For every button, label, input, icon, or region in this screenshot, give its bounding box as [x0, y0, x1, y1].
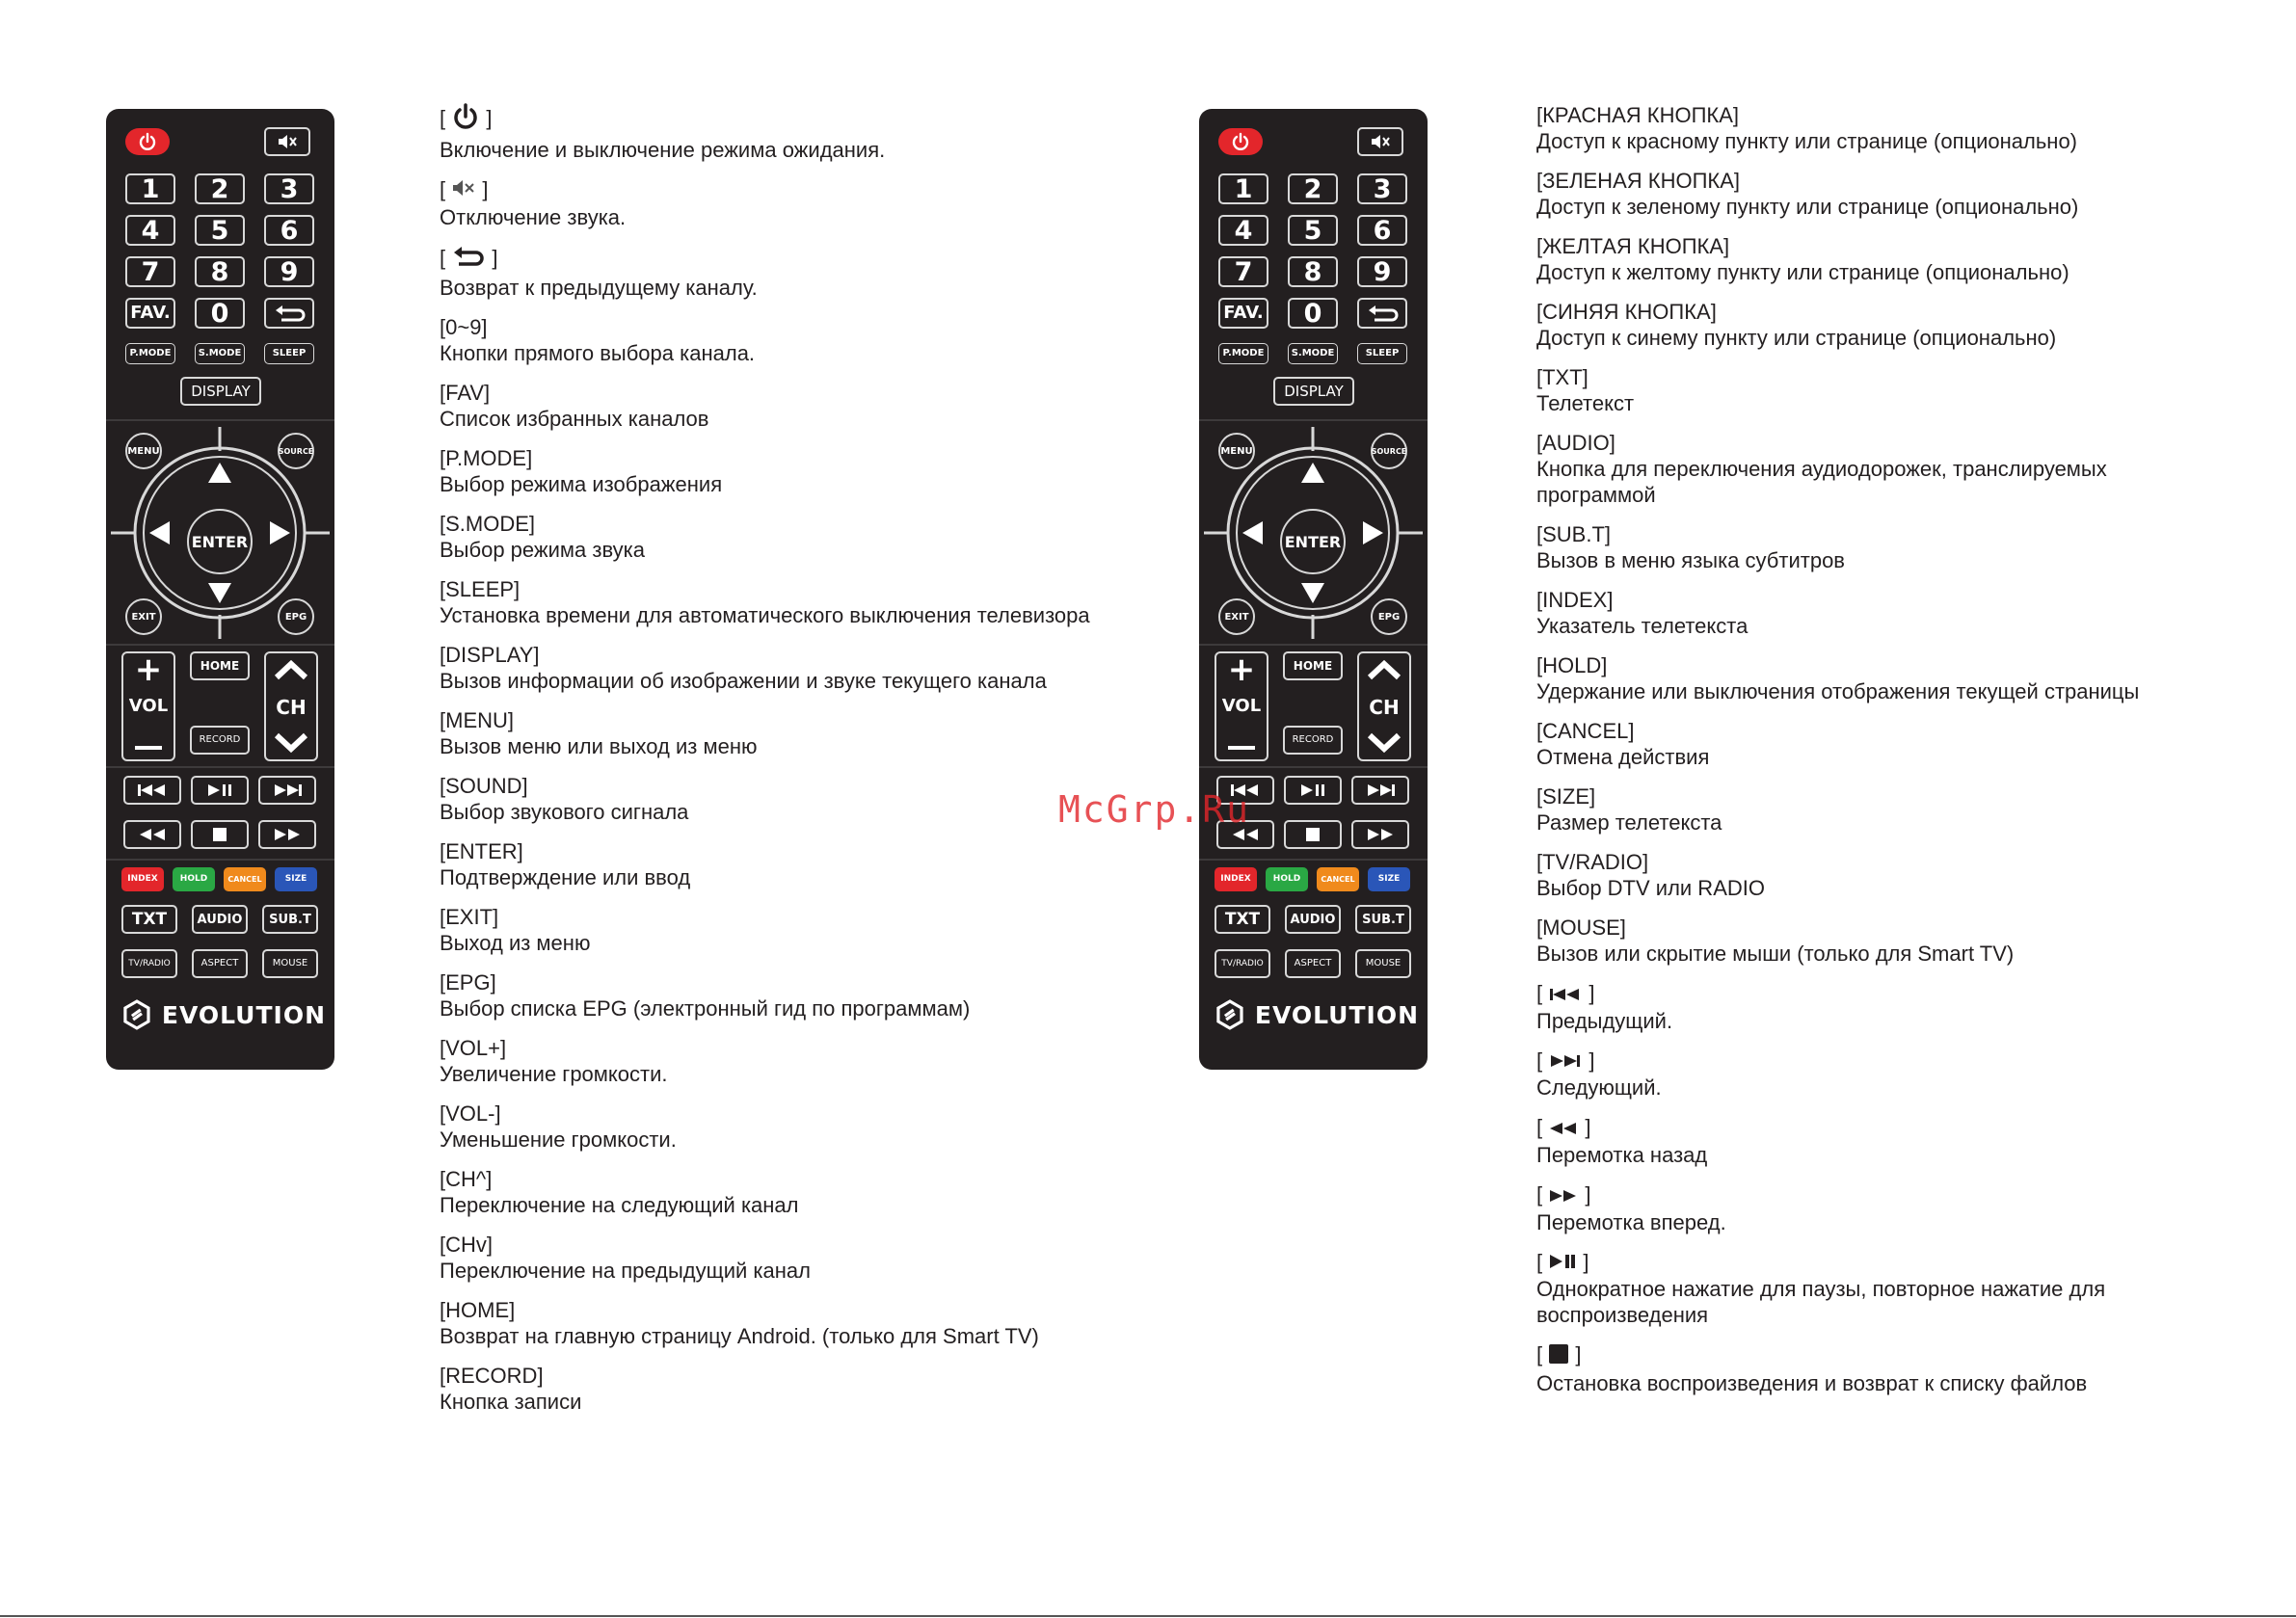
description-item [440, 1035, 1105, 1087]
key-description: Вызов или скрытие мыши (только для Smart TV) [1536, 942, 2015, 966]
key-label: [INDEX] [1536, 588, 1614, 612]
description-item [1536, 430, 2230, 508]
key-label: [ ] [440, 176, 1105, 204]
description-item [440, 642, 1105, 694]
description-item [440, 176, 1105, 230]
digit-3-button[interactable]: 3 [264, 173, 314, 204]
key-description: Вызов информации об изображении и звуке текущего канала [440, 669, 1047, 694]
fav-button[interactable]: FAV. [1218, 298, 1268, 329]
key-label: [ ] [1536, 980, 2230, 1008]
left-descriptions [440, 102, 1105, 1428]
description-item [1536, 299, 2230, 351]
description-item [1536, 587, 2230, 639]
description-item [440, 904, 1105, 956]
key-description: Кнопка для переключения аудиодорожек, транслируемых программой [1536, 457, 2107, 507]
description-item [1536, 1249, 2230, 1329]
mute-button[interactable] [264, 127, 310, 156]
source-button[interactable]: SOURCE [278, 433, 314, 469]
description-item [1536, 783, 2230, 836]
epg-button[interactable]: EPG [1371, 598, 1407, 635]
bottom-rule [0, 1615, 2296, 1617]
mute-button[interactable] [1357, 127, 1403, 156]
ch-up-icon [1367, 659, 1402, 680]
previous-icon [136, 783, 169, 797]
key-label: [VOL+] [440, 1036, 507, 1061]
fast-forward-icon [273, 828, 302, 841]
evolution-logo-icon [1216, 992, 1243, 1038]
ch-rocker[interactable] [264, 651, 318, 761]
key-description: Список избранных каналов [440, 407, 709, 432]
brand-name: EVOLUTION [1254, 1000, 1419, 1029]
key-description: Подтверждение или ввод [440, 865, 691, 890]
audio-button[interactable]: AUDIO [192, 905, 248, 934]
right-arrow-icon [270, 521, 290, 544]
key-description: Вызов меню или выход из меню [440, 734, 758, 759]
digit-7-button[interactable]: 7 [1218, 256, 1268, 287]
digit-4-button[interactable]: 4 [125, 215, 175, 246]
key-label: [HOLD] [1536, 653, 1608, 677]
key-description: Переключение на следующий канал [440, 1193, 799, 1218]
digit-0-button[interactable]: 0 [1288, 298, 1338, 329]
key-description: Уменьшение громкости. [440, 1127, 677, 1153]
key-label: [ЗЕЛЕНАЯ КНОПКА] [1536, 169, 1740, 193]
digit-3-button[interactable]: 3 [1357, 173, 1407, 204]
key-description: Доступ к зеленому пункту или странице (опционально) [1536, 195, 2079, 219]
stop-button[interactable] [191, 820, 249, 849]
key-label: [ ] [440, 244, 1105, 275]
key-description: Следующий. [1536, 1075, 1662, 1101]
enter-button[interactable]: ENTER [1280, 509, 1346, 574]
key-label: [HOME] [440, 1298, 516, 1323]
key-label: [VOL-] [440, 1101, 501, 1127]
key-description: Выбор режима изображения [440, 472, 723, 497]
ch-rocker[interactable] [1357, 651, 1411, 761]
vol-label: VOL [128, 696, 169, 716]
description-item [440, 1363, 1105, 1415]
rewind-button[interactable] [123, 820, 181, 849]
key-label: [TXT] [1536, 365, 1589, 389]
play-pause-button[interactable] [191, 776, 249, 805]
description-item [440, 1166, 1105, 1218]
subt-button[interactable]: SUB.T [262, 905, 318, 934]
key-label: [ ] [1536, 1249, 2230, 1277]
description-item [440, 1101, 1105, 1153]
description-item [1536, 915, 2230, 967]
digit-8-button[interactable]: 8 [195, 256, 245, 287]
play-pause-button[interactable] [1284, 776, 1342, 805]
key-label: [СИНЯЯ КНОПКА] [1536, 300, 1717, 324]
up-arrow-icon [208, 463, 231, 483]
key-description: Остановка воспроизведения и возврат к списку файлов [1536, 1370, 2088, 1395]
digit-8-button[interactable]: 8 [1288, 256, 1338, 287]
description-item [1536, 1048, 2230, 1101]
digit-9-button[interactable]: 9 [1357, 256, 1407, 287]
description-item [1536, 364, 2230, 416]
brand-name: EVOLUTION [161, 1000, 326, 1029]
key-description: Отключение звука. [440, 205, 627, 230]
description-item [1536, 1114, 2230, 1168]
key-description: Кнопка записи [440, 1390, 582, 1415]
record-button[interactable]: RECORD [1283, 726, 1343, 755]
recall-button[interactable] [264, 298, 314, 329]
digit-9-button[interactable]: 9 [264, 256, 314, 287]
size-button[interactable]: SIZE [1368, 867, 1410, 891]
key-label: [SUB.T] [1536, 522, 1612, 546]
description-item [1536, 521, 2230, 573]
key-description: Выбор режима звука [440, 538, 646, 563]
evolution-logo-icon [123, 992, 150, 1038]
fast-forward-icon [1366, 828, 1395, 841]
next-button[interactable] [258, 776, 316, 805]
vol-rocker[interactable] [1215, 651, 1268, 761]
next-button[interactable] [1351, 776, 1409, 805]
down-arrow-icon [1301, 583, 1324, 603]
exit-button[interactable]: EXIT [1218, 598, 1255, 635]
key-label: [TV/RADIO] [1536, 850, 1649, 874]
key-description: Удержание или выключения отображения текущей страницы [1536, 679, 2140, 703]
epg-button[interactable]: EPG [278, 598, 314, 635]
description-item [440, 1232, 1105, 1284]
key-description: Выход из меню [440, 931, 591, 956]
vol-up-icon: + [1227, 650, 1256, 689]
vol-label: VOL [1221, 696, 1262, 716]
brand-logo [123, 988, 326, 1042]
aspect-button[interactable]: ASPECT [1285, 949, 1341, 978]
fast-forward-icon [1548, 1183, 1579, 1209]
key-label: [КРАСНАЯ КНОПКА] [1536, 103, 1739, 127]
ch-down-icon [274, 732, 308, 754]
digit-1-button[interactable]: 1 [1218, 173, 1268, 204]
key-description: Выбор списка EPG (электронный гид по программам) [440, 996, 971, 1021]
key-description: Перемотка вперед. [1536, 1209, 1726, 1234]
next-icon [271, 783, 304, 797]
pmode-button[interactable]: P.MODE [125, 343, 175, 364]
remote-control-left [106, 109, 334, 1070]
tvradio-button[interactable]: TV/RADIO [1215, 949, 1270, 978]
left-arrow-icon [1242, 521, 1263, 544]
display-button[interactable]: DISPLAY [180, 377, 261, 406]
key-description: Доступ к желтому пункту или странице (опционально) [1536, 260, 2069, 284]
description-item [1536, 1341, 2230, 1395]
description-item [440, 773, 1105, 825]
key-description: Перемотка назад [1536, 1143, 1708, 1168]
key-description: Доступ к синему пункту или странице (опционально) [1536, 326, 2057, 350]
key-label: [CANCEL] [1536, 719, 1635, 743]
key-label: [CH^] [440, 1167, 493, 1192]
vol-rocker[interactable] [121, 651, 175, 761]
recall-icon [1365, 303, 1400, 324]
description-item [1536, 718, 2230, 770]
key-label: [ ] [1536, 1341, 2230, 1369]
ch-label: CH [276, 696, 307, 719]
description-item [440, 576, 1105, 628]
remote-control-right [1199, 109, 1428, 1070]
description-item [440, 511, 1105, 563]
description-item [440, 1297, 1105, 1349]
key-description: Выбор DTV или RADIO [1536, 876, 1765, 900]
description-item [1536, 1181, 2230, 1235]
menu-button[interactable]: MENU [1218, 433, 1255, 469]
key-label: [0~9] [440, 315, 488, 340]
key-label: [MOUSE] [1536, 915, 1626, 940]
sleep-button[interactable]: SLEEP [1357, 343, 1407, 364]
next-icon [1364, 783, 1397, 797]
hold-button[interactable]: HOLD [173, 867, 215, 891]
mouse-button[interactable]: MOUSE [262, 949, 318, 978]
key-description: Кнопки прямого выбора канала. [440, 341, 756, 366]
key-description: Увеличение громкости. [440, 1062, 668, 1087]
description-item [440, 707, 1105, 759]
exit-button[interactable]: EXIT [125, 598, 162, 635]
txt-button[interactable]: TXT [1215, 905, 1270, 934]
rewind-icon [138, 828, 167, 841]
cancel-button[interactable]: CANCEL [224, 867, 266, 891]
description-item [440, 314, 1105, 366]
digit-2-button[interactable]: 2 [1288, 173, 1338, 204]
size-button[interactable]: SIZE [275, 867, 317, 891]
subt-button[interactable]: SUB.T [1355, 905, 1411, 934]
menu-button[interactable]: MENU [125, 433, 162, 469]
power-icon [138, 132, 157, 151]
digit-5-button[interactable]: 5 [195, 215, 245, 246]
digit-7-button[interactable]: 7 [125, 256, 175, 287]
fav-button[interactable]: FAV. [125, 298, 175, 329]
key-description: Переключение на предыдущий канал [440, 1259, 811, 1284]
hold-button[interactable]: HOLD [1266, 867, 1308, 891]
brand-logo [1216, 988, 1419, 1042]
display-button[interactable]: DISPLAY [1273, 377, 1354, 406]
recall-button[interactable] [1357, 298, 1407, 329]
key-label: [ENTER] [440, 839, 523, 864]
play-pause-icon [1548, 1250, 1577, 1276]
key-label: [SLEEP] [440, 577, 521, 602]
mute-icon [276, 132, 299, 151]
key-description: Отмена действия [1536, 745, 1710, 769]
fast-forward-button[interactable] [1351, 820, 1409, 849]
digit-6-button[interactable]: 6 [1357, 215, 1407, 246]
recall-icon [451, 244, 486, 275]
vol-down-icon [135, 746, 162, 750]
sleep-button[interactable]: SLEEP [264, 343, 314, 364]
key-label: [ ] [1536, 1181, 2230, 1209]
description-item [440, 445, 1105, 497]
key-label: [ ] [1536, 1048, 2230, 1075]
key-label: [ЖЕЛТАЯ КНОПКА] [1536, 234, 1730, 258]
watermark: McGrp.Ru [1058, 788, 1251, 831]
left-arrow-icon [149, 521, 170, 544]
key-label: [MENU] [440, 708, 514, 733]
audio-button[interactable]: AUDIO [1285, 905, 1341, 934]
digit-6-button[interactable]: 6 [264, 215, 314, 246]
smode-button[interactable]: S.MODE [195, 343, 245, 364]
mute-icon [451, 177, 476, 204]
key-label: [P.MODE] [440, 446, 533, 471]
key-label: [ ] [440, 102, 1105, 137]
key-description: Размер телетекста [1536, 810, 1722, 835]
mute-icon [1369, 132, 1392, 151]
key-description: Включение и выключение режима ожидания. [440, 138, 886, 162]
key-description: Предыдущий. [1536, 1008, 1673, 1033]
play-pause-icon [206, 783, 233, 797]
stop-icon [212, 827, 227, 842]
txt-button[interactable]: TXT [121, 905, 177, 934]
key-description: Указатель телетекста [1536, 614, 1749, 638]
index-button[interactable]: INDEX [121, 867, 164, 891]
key-label: [FAV] [440, 381, 491, 406]
vol-up-icon: + [134, 650, 163, 689]
stop-icon [1548, 1343, 1569, 1370]
stop-button[interactable] [1284, 820, 1342, 849]
rewind-icon [1548, 1116, 1579, 1142]
play-pause-icon [1299, 783, 1326, 797]
previous-button[interactable] [123, 776, 181, 805]
ch-up-icon [274, 659, 308, 680]
key-description: Телетекст [1536, 391, 1635, 415]
enter-button[interactable]: ENTER [187, 509, 253, 574]
down-arrow-icon [208, 583, 231, 603]
digit-1-button[interactable]: 1 [125, 173, 175, 204]
recall-icon [272, 303, 307, 324]
right-arrow-icon [1363, 521, 1383, 544]
mouse-button[interactable]: MOUSE [1355, 949, 1411, 978]
key-label: [EXIT] [440, 905, 499, 930]
up-arrow-icon [1301, 463, 1324, 483]
key-label: [AUDIO] [1536, 431, 1615, 455]
fast-forward-button[interactable] [258, 820, 316, 849]
pmode-button[interactable]: P.MODE [1218, 343, 1268, 364]
key-label: [DISPLAY] [440, 643, 540, 668]
description-item [440, 838, 1105, 890]
key-description: Однократное нажатие для паузы, повторное нажатие для воспроизведения [1536, 1277, 2106, 1328]
key-label: [CHv] [440, 1233, 493, 1258]
key-description: Доступ к красному пункту или странице (опционально) [1536, 129, 2078, 153]
description-item [440, 102, 1105, 163]
power-button[interactable] [125, 128, 170, 155]
key-description: Установка времени для автоматического выключения телевизора [440, 603, 1090, 628]
description-item [1536, 849, 2230, 901]
right-descriptions [1536, 102, 2230, 1410]
power-icon [1231, 132, 1250, 151]
key-label: [SOUND] [440, 774, 528, 799]
source-button[interactable]: SOURCE [1371, 433, 1407, 469]
home-button[interactable]: HOME [1283, 651, 1343, 680]
digit-4-button[interactable]: 4 [1218, 215, 1268, 246]
record-button[interactable]: RECORD [190, 726, 250, 755]
next-icon [1548, 1048, 1583, 1074]
key-description: Возврат на главную страницу Android. (только для Smart TV) [440, 1324, 1039, 1349]
ch-down-icon [1367, 732, 1402, 754]
aspect-button[interactable]: ASPECT [192, 949, 248, 978]
description-item [1536, 102, 2230, 154]
power-icon [451, 102, 480, 137]
description-item [440, 969, 1105, 1021]
description-item [440, 380, 1105, 432]
digit-0-button[interactable]: 0 [195, 298, 245, 329]
description-item [1536, 233, 2230, 285]
key-label: [EPG] [440, 970, 496, 995]
key-label: [SIZE] [1536, 784, 1596, 809]
smode-button[interactable]: S.MODE [1288, 343, 1338, 364]
key-description: Вызов в меню языка субтитров [1536, 548, 1845, 572]
power-button[interactable] [1218, 128, 1263, 155]
key-description: Возврат к предыдущему каналу. [440, 276, 758, 301]
tvradio-button[interactable]: TV/RADIO [121, 949, 177, 978]
digit-2-button[interactable]: 2 [195, 173, 245, 204]
key-label: [ ] [1536, 1114, 2230, 1142]
ch-label: CH [1369, 696, 1400, 719]
description-item [1536, 168, 2230, 220]
key-label: [S.MODE] [440, 512, 536, 537]
home-button[interactable]: HOME [190, 651, 250, 680]
digit-5-button[interactable]: 5 [1288, 215, 1338, 246]
key-description: Выбор звукового сигнала [440, 800, 689, 825]
vol-down-icon [1228, 746, 1255, 750]
description-item [1536, 652, 2230, 704]
key-label: [RECORD] [440, 1364, 544, 1389]
description-item [440, 244, 1105, 301]
description-item [1536, 980, 2230, 1034]
index-button[interactable]: INDEX [1215, 867, 1257, 891]
cancel-button[interactable]: CANCEL [1317, 867, 1359, 891]
stop-icon [1305, 827, 1321, 842]
previous-icon [1548, 982, 1583, 1008]
